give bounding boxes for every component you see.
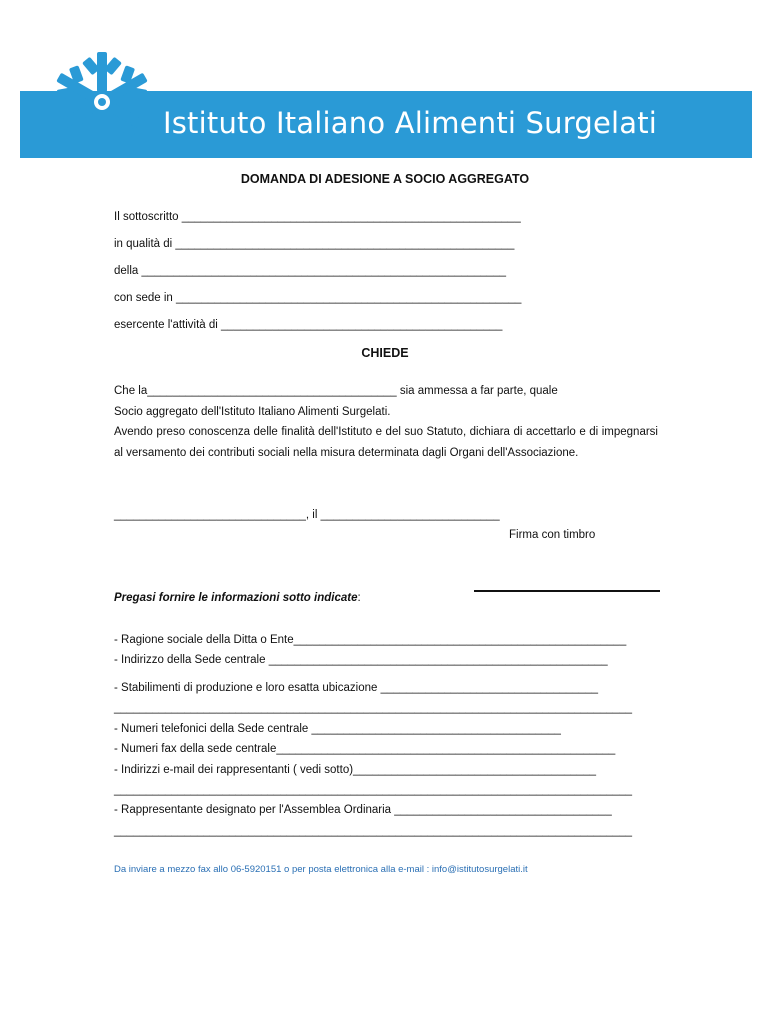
field-attivita[interactable]: esercente l'attività di ____________________________________________: [114, 319, 503, 331]
info-email[interactable]: - Indirizzi e-mail dei rappresentanti ( vedi sotto)______________________________________: [114, 764, 597, 776]
info-indirizzo[interactable]: - Indirizzo della Sede centrale _____________________________________________________: [114, 654, 608, 666]
info-telefoni[interactable]: - Numeri telefonici della Sede centrale _______________________________________: [114, 723, 561, 735]
declaration-paragraph: Avendo preso conoscenza delle finalità dell'Istituto e del suo Statuto, dichiara di accettarlo e di impegnarsi al versamento dei contributi sociali nella misura determinata dagli Organi dell'Associazione.: [114, 426, 658, 459]
info-fax[interactable]: - Numeri fax della sede centrale_____________________________________________________: [114, 743, 616, 755]
info-stabilimenti-cont[interactable]: _________________________________________________________________________________: [114, 702, 633, 714]
snowflake-icon: [50, 50, 154, 154]
firma-label: Firma con timbro: [509, 529, 596, 541]
org-name: Istituto Italiano Alimenti Surgelati: [163, 106, 658, 140]
field-sottoscritto[interactable]: Il sottoscritto _____________________________________________________: [114, 211, 521, 223]
info-email-cont[interactable]: _________________________________________________________________________________: [114, 784, 633, 796]
info-heading-wrap: [114, 592, 361, 604]
info-heading-colon: :: [357, 592, 361, 604]
che-la-line[interactable]: Che la_______________________________________ sia ammessa a far parte, quale: [114, 385, 558, 397]
info-heading: Pregasi fornire le informazioni sotto indicate: [114, 592, 358, 604]
field-sede[interactable]: con sede in ______________________________________________________: [114, 292, 522, 304]
signature-line[interactable]: [474, 590, 660, 592]
field-qualita[interactable]: in qualità di _____________________________________________________: [114, 238, 515, 250]
form-title: DOMANDA DI ADESIONE A SOCIO AGGREGATO: [240, 172, 530, 186]
chiede-heading: CHIEDE: [361, 346, 409, 360]
info-ragione-sociale[interactable]: - Ragione sociale della Ditta o Ente____________________________________________________: [114, 634, 627, 646]
info-rappresentante-cont[interactable]: _________________________________________________________________________________: [114, 825, 633, 837]
field-della[interactable]: della _________________________________________________________: [114, 265, 507, 277]
place-date-line[interactable]: ______________________________, il ____________________________: [114, 509, 500, 521]
info-rappresentante[interactable]: - Rappresentante designato per l'Assemblea Ordinaria __________________________________: [114, 804, 612, 816]
footer-note: Da inviare a mezzo fax allo 06-5920151 o per posta elettronica alla e-mail : info@istitutosurgelati.it: [114, 864, 528, 875]
socio-line: Socio aggregato dell'Istituto Italiano Alimenti Surgelati.: [114, 406, 391, 418]
info-stabilimenti[interactable]: - Stabilimenti di produzione e loro esatta ubicazione __________________________________: [114, 682, 599, 694]
